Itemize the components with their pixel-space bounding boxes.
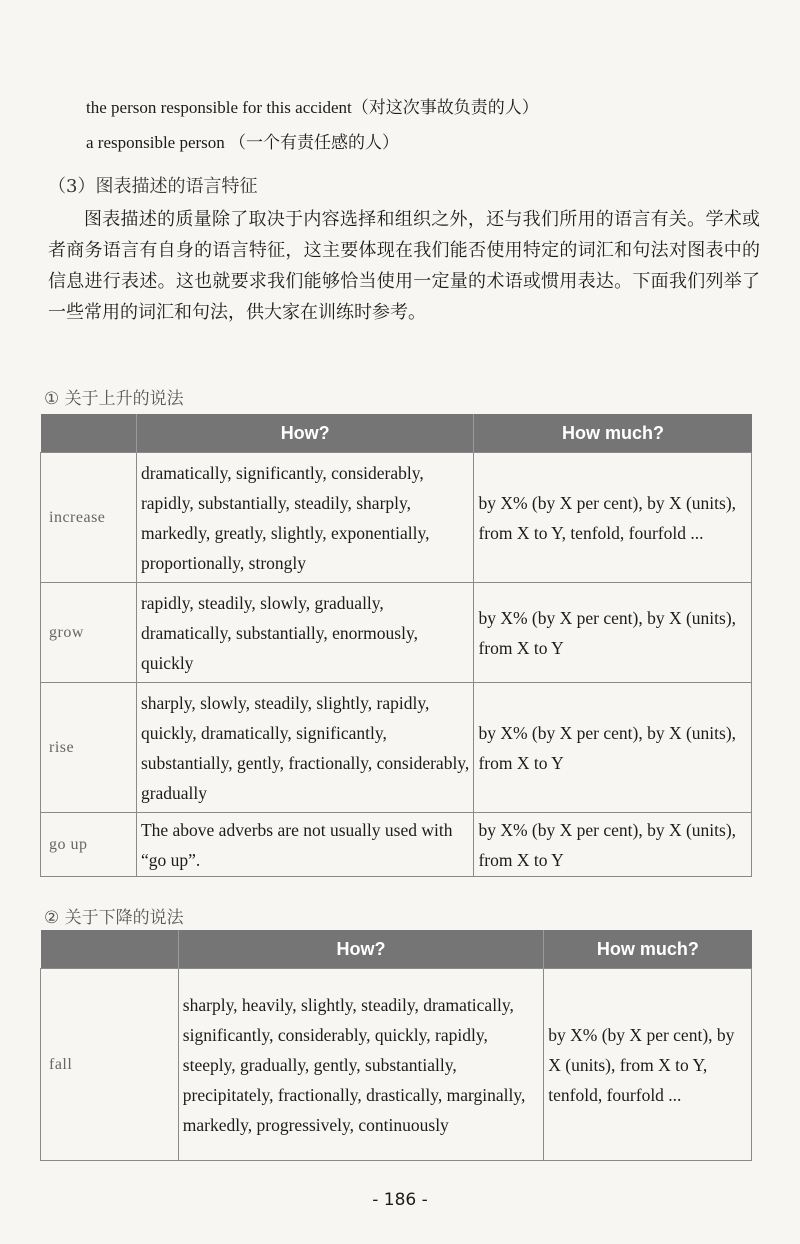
header-how-much: How much? (474, 414, 752, 453)
table-row (41, 683, 752, 813)
header-word (41, 930, 179, 969)
row-word: go up (41, 813, 137, 877)
example-phrase-1: the person responsible for this accident（对这次事故负责的人） (86, 98, 539, 117)
row-how: sharply, slowly, steadily, slightly, rapidly, quickly, dramatically, significantly, substantially, gently, fractionally, considerably, gradually (136, 683, 474, 813)
header-how-much: How much? (544, 930, 752, 969)
header-how: How? (178, 930, 543, 969)
table-header-row (41, 930, 752, 969)
row-word: increase (41, 453, 137, 583)
row-how: The above adverbs are not usually used with “go up”. (136, 813, 474, 877)
row-how-much: by X% (by X per cent), by X (units), from X to Y (474, 583, 752, 683)
row-word: grow (41, 583, 137, 683)
row-word: rise (41, 683, 137, 813)
row-word: fall (41, 969, 179, 1161)
row-how-much: by X% (by X per cent), by X (units), from X to Y, tenfold, fourfold ... (474, 453, 752, 583)
page-number: - 186 - (372, 1190, 428, 1210)
example-phrase-2: a responsible person （一个有责任感的人） (86, 133, 400, 152)
row-how-much: by X% (by X per cent), by X (units), from X to Y (474, 683, 752, 813)
fall-vocabulary-table (40, 930, 752, 1161)
row-how-much: by X% (by X per cent), by X (units), from X to Y (474, 813, 752, 877)
header-word (41, 414, 137, 453)
row-how: dramatically, significantly, considerably, rapidly, substantially, steadily, sharply, markedly, greatly, slightly, exponentially, proportionally, strongly (136, 453, 474, 583)
section-heading: （3）图表描述的语言特征 (48, 176, 258, 197)
table-row (41, 813, 752, 877)
table-row (41, 969, 752, 1161)
rise-vocabulary-table (40, 414, 752, 877)
table-header-row (41, 414, 752, 453)
table1-caption: ① 关于上升的说法 (44, 389, 184, 409)
row-how: rapidly, steadily, slowly, gradually, dramatically, substantially, enormously, quickly (136, 583, 474, 683)
header-how: How? (136, 414, 474, 453)
table2-caption: ② 关于下降的说法 (44, 908, 184, 928)
row-how: sharply, heavily, slightly, steadily, dramatically, significantly, considerably, quickly, rapidly, steeply, gradually, gently, substantially, precipitately, fractionally, drastically, marginally, markedly, progressively, continuously (178, 969, 543, 1161)
table-row (41, 453, 752, 583)
row-how-much: by X% (by X per cent), by X (units), from X to Y, tenfold, fourfold ... (544, 969, 752, 1161)
body-paragraph: 图表描述的质量除了取决于内容选择和组织之外，还与我们所用的语言有关。学术或者商务语言有自身的语言特征，这主要体现在我们能否使用特定的词汇和句法对图表中的信息进行表述。这也就要求我们能够恰当使用一定量的术语或惯用表达。下面我们列举了一些常用的词汇和句法，供大家在训练时参考。 (48, 209, 760, 323)
table-row (41, 583, 752, 683)
